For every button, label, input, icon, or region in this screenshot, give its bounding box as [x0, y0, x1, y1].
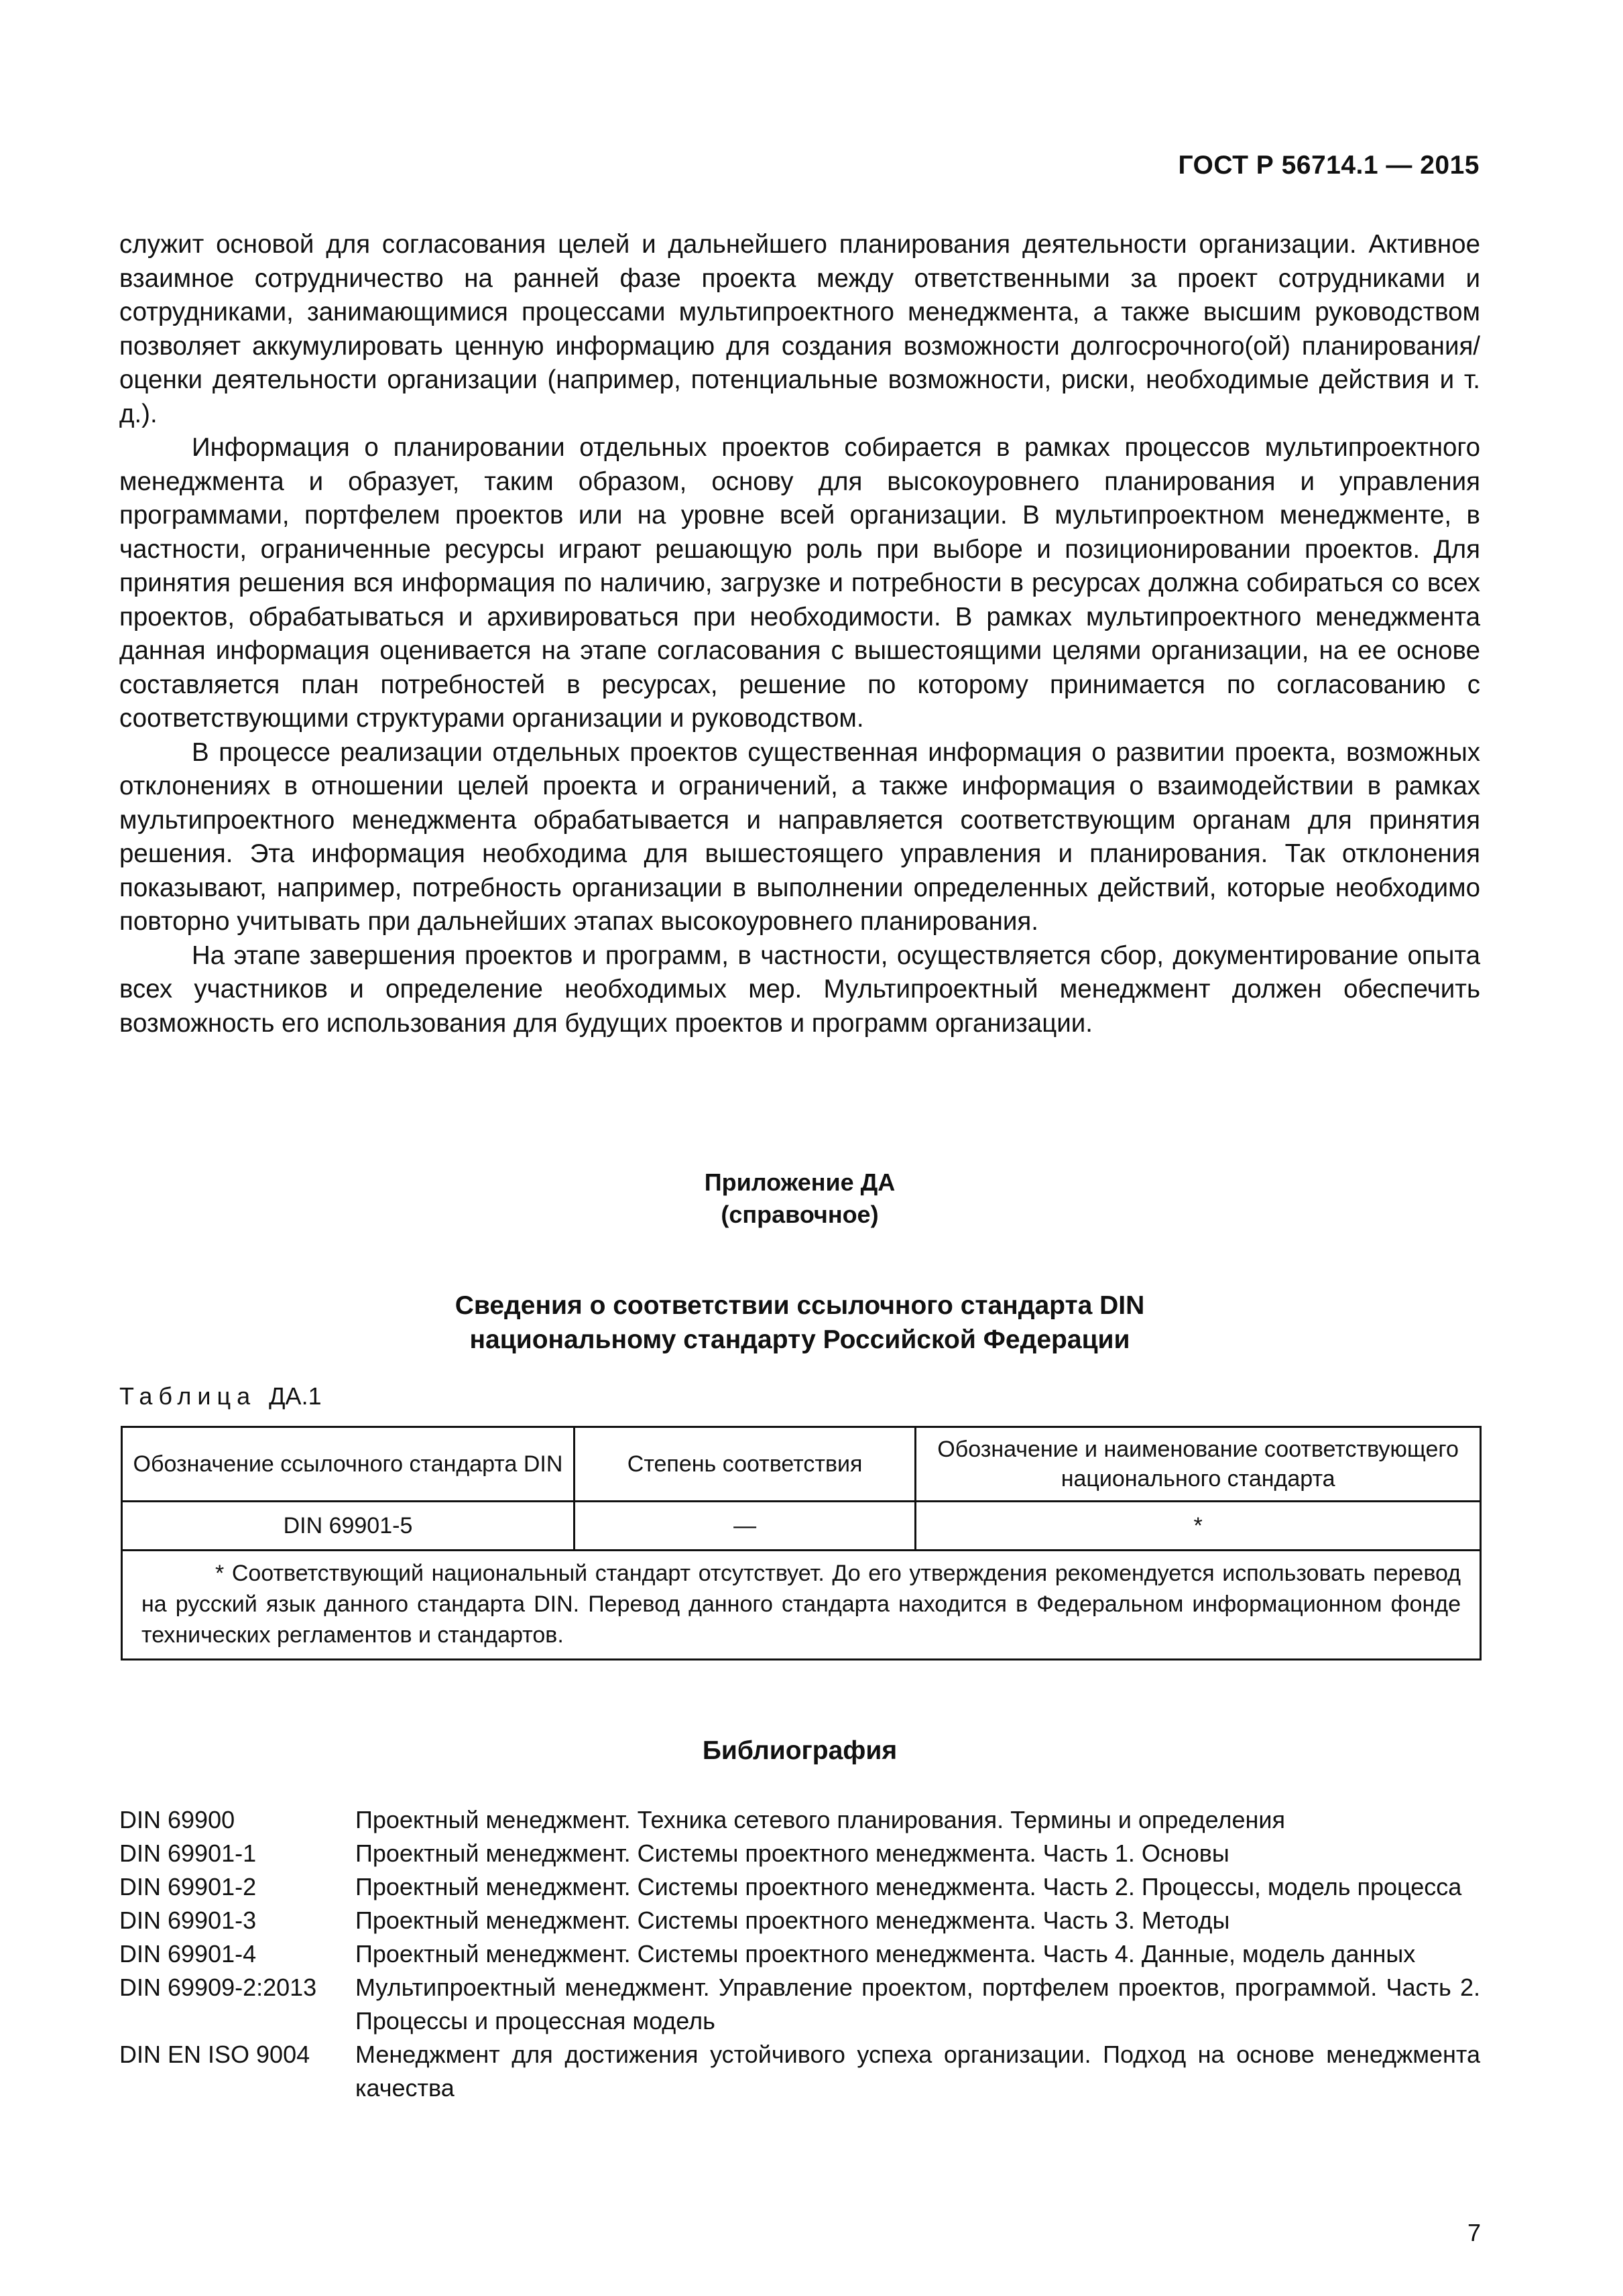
table-cell: —: [574, 1502, 915, 1551]
table-header-row: [122, 1427, 1481, 1502]
table-header-cell: Обозначение и наименование соответствующего национального стандарта: [916, 1427, 1481, 1502]
paragraph: В процессе реализации отдельных проектов существенная информация о развитии проекта, возможных отклонениях в отношении целей проекта и ограничений, а также информация о взаимодействии в рамках мультипроектного менеджмента обрабатывается и направляется соответствующим органам для принятия решения. Эта информация необходима для вышестоящего управления и планирования. Так отклонения показывают, например, потребность организации в выполнении определенных действий, которые необходимо повторно учитывать при дальнейших этапах высокоуровнего планирования.: [119, 737, 1480, 936]
table-caption-word: Таблица: [119, 1382, 257, 1410]
paragraph: На этапе завершения проектов и программ, в частности, осуществляется сбор, документирование опыта всех участников и определение необходимых мер. Мультипроектный менеджмент должен обеспечить возможность его использования для будущих проектов и программ организации.: [119, 941, 1480, 1038]
annex-heading: [119, 1288, 1480, 1357]
bibliography-text: Менеджмент для достижения устойчивого успеха организации. Подход на основе менеджмента качества: [355, 2041, 1480, 2102]
bibliography-code: DIN 69901-1: [119, 1839, 257, 1867]
annex-heading-line: национальному стандарту Российской Федерации: [469, 1325, 1130, 1354]
body-text: [119, 228, 1480, 1040]
paragraph: служит основой для согласования целей и дальнейшего планирования деятельности организации. Активное взаимное сотрудничество на ранней фазе проекта между ответственными за проект сотрудниками и сотрудниками, занимающимися процессами мультипроектного менеджмента, а также высшим руководством позволяет аккумулировать ценную информацию для создания возможности долгосрочного(ой) планирования/оценки деятельности организации (например, потенциальные возможности, риски, необходимые действия и т. д.).: [119, 230, 1480, 428]
table-footnote: [122, 1551, 1481, 1660]
bibliography-entry: [119, 1937, 1480, 1971]
table-caption: [119, 1382, 322, 1410]
annex-title: Приложение ДА: [704, 1168, 896, 1196]
annex-label: [119, 1166, 1480, 1231]
bibliography-code: DIN 69901-2: [119, 1873, 257, 1900]
table-cell: DIN 69901-5: [122, 1502, 575, 1551]
bibliography-entry: [119, 2038, 1480, 2105]
bibliography-code: DIN 69901-3: [119, 1907, 257, 1934]
document-number-header: ГОСТ Р 56714.1 — 2015: [1178, 151, 1480, 180]
table-row: [122, 1502, 1481, 1551]
table-header-cell: Степень соответствия: [574, 1427, 915, 1502]
table-header-cell: Обозначение ссылочного стандарта DIN: [122, 1427, 575, 1502]
bibliography-list: [119, 1803, 1480, 2105]
bibliography-text: Проектный менеджмент. Техника сетевого планирования. Термины и определения: [355, 1806, 1286, 1833]
table-footnote-text: * Соответствующий национальный стандарт отсутствует. До его утверждения рекомендуется использовать перевод на русский язык данного стандарта DIN. Перевод данного стандарта находится в Федеральном информационном фонде технических регламентов и стандартов.: [141, 1561, 1461, 1648]
bibliography-entry: [119, 1837, 1480, 1870]
bibliography-text: Проектный менеджмент. Системы проектного менеджмента. Часть 2. Процессы, модель процесса: [355, 1873, 1462, 1900]
annex-heading-line: Сведения о соответствии ссылочного стандарта DIN: [455, 1291, 1145, 1320]
bibliography-code: DIN 69900: [119, 1806, 235, 1833]
table-note-row: [122, 1551, 1481, 1660]
bibliography-entry: [119, 1904, 1480, 1937]
paragraph: Информация о планировании отдельных проектов собирается в рамках процессов мультипроектного менеджмента и образует, таким образом, основу для высокоуровнего планирования и управления программами, портфелем проектов или на уровне всей организации. В мультипроектном менеджменте, в частности, ограниченные ресурсы играют решающую роль при выборе и позиционировании проектов. Для принятия решения вся информация по наличию, загрузке и потребности в ресурсах должна собираться со всех проектов, обрабатываться и архивироваться при необходимости. В рамках мультипроектного менеджмента данная информация оценивается на этапе согласования с вышестоящими целями организации, на ее основе составляется план потребностей в ресурсах, решение по которому принимается по согласованию с соответствующими структурами организации и руководством.: [119, 433, 1480, 733]
annex-subtitle: (справочное): [721, 1201, 879, 1228]
bibliography-text: Мультипроектный менеджмент. Управление проектом, портфелем проектов, программой. Часть 2. Процессы и процессная модель: [355, 1974, 1480, 2035]
bibliography-text: Проектный менеджмент. Системы проектного менеджмента. Часть 3. Методы: [355, 1907, 1230, 1934]
bibliography-code: DIN 69909-2:2013: [119, 1974, 317, 2001]
table-caption-number: ДА.1: [269, 1382, 322, 1410]
bibliography-text: Проектный менеджмент. Системы проектного менеджмента. Часть 1. Основы: [355, 1839, 1229, 1867]
table-cell: *: [916, 1502, 1481, 1551]
correspondence-table: [121, 1426, 1482, 1660]
bibliography-title: Библиография: [702, 1736, 898, 1765]
bibliography-text: Проектный менеджмент. Системы проектного менеджмента. Часть 4. Данные, модель данных: [355, 1940, 1416, 1968]
bibliography-entry: [119, 1803, 1480, 1837]
bibliography-code: DIN EN ISO 9004: [119, 2041, 310, 2068]
bibliography-code: DIN 69901-4: [119, 1940, 257, 1968]
page-number: 7: [1467, 2219, 1481, 2246]
bibliography-entry: [119, 1870, 1480, 1904]
bibliography-entry: [119, 1971, 1480, 2038]
